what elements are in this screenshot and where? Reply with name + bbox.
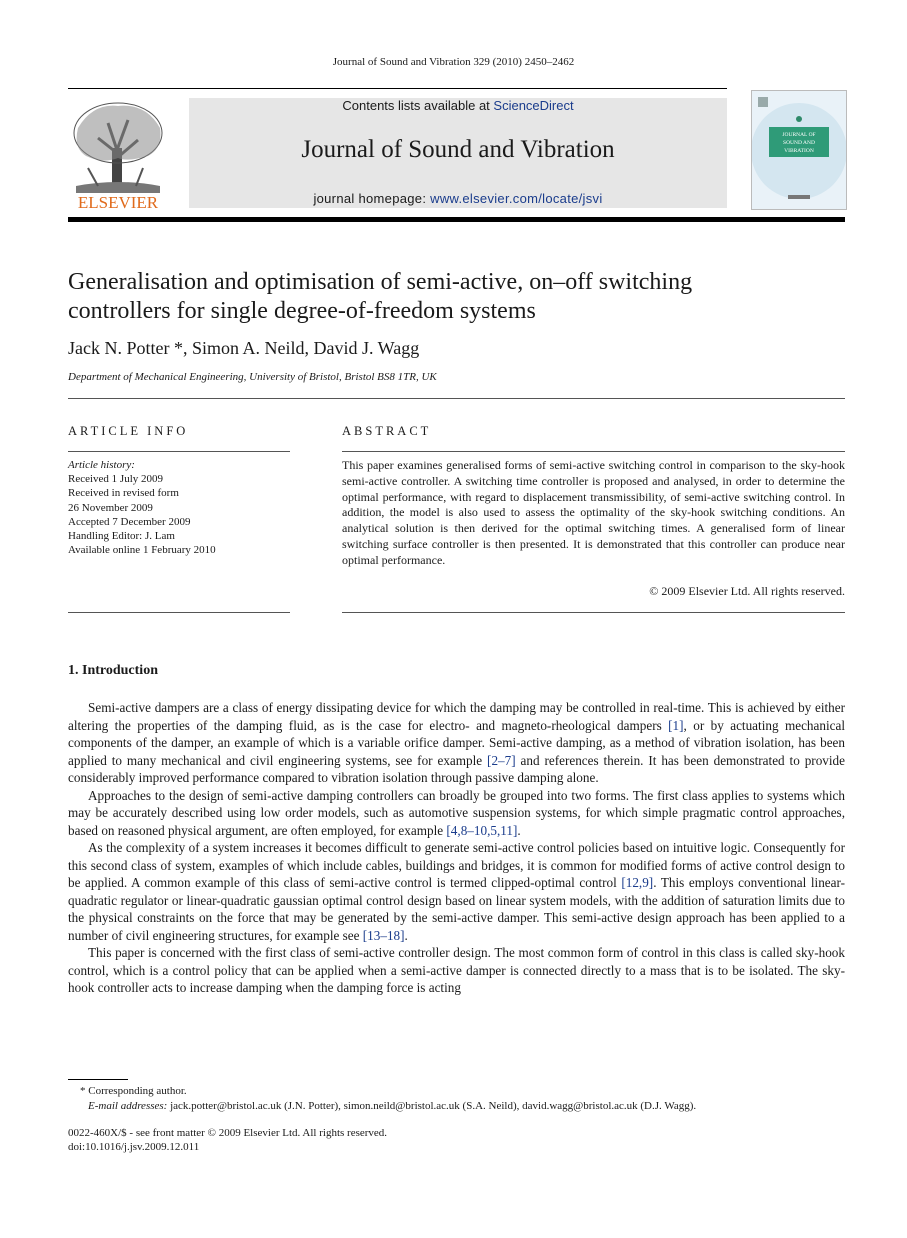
email-label: E-mail addresses: (88, 1100, 168, 1112)
homepage-line (189, 191, 727, 206)
introduction-body (68, 699, 845, 997)
reference-link[interactable]: [1] (668, 717, 684, 733)
text-run: and references therein. It has been demonstrated to provide considerably improved performance compared to vibration isolation through passive damping alone. (68, 752, 845, 785)
text-run: , or by actuating mechanical components of the damper, an example of which is a variable orifice damper. Semi-active damping, as a method of vibration isolation, has been applied to many mechanical and civil engineering systems, see for example (68, 717, 845, 768)
elsevier-tree-icon (68, 98, 168, 210)
divider (68, 451, 290, 452)
article-title-line2: controllers for single degree-of-freedom systems (68, 298, 536, 324)
elsevier-logo (68, 98, 168, 210)
svg-text:ELSEVIER: ELSEVIER (77, 193, 159, 210)
header-rule (68, 88, 727, 89)
article-info-heading: ARTICLE INFO (68, 424, 189, 438)
svg-text:JOURNAL OF: JOURNAL OF (782, 132, 816, 138)
svg-text:VIBRATION: VIBRATION (784, 148, 814, 154)
history-item: Handling Editor: J. Lam (68, 530, 175, 543)
affiliation: Department of Mechanical Engineering, University of Bristol, Bristol BS8 1TR, UK (68, 371, 437, 383)
text-run: . This employs conventional linear-quadratic regulator or linear-quadratic gaussian optimal control design based on linear system models, with the addition of saturation limits due to the physical constraints on the force that may be generated by the semi-active damper. This semi-active design approach has been applied to a number of civil engineering structures, for example see (68, 875, 846, 943)
reference-link[interactable]: [12,9] (621, 875, 654, 890)
section-heading: 1. Introduction (68, 663, 158, 678)
abstract-copyright: © 2009 Elsevier Ltd. All rights reserved. (649, 584, 845, 598)
article-title-line1: Generalisation and optimisation of semi-active, on–off switching (68, 269, 693, 295)
email-note (68, 1099, 696, 1114)
journal-title: Journal of Sound and Vibration (301, 136, 615, 163)
issn-line: 0022-460X/$ - see front matter © 2009 Elsevier Ltd. All rights reserved. (68, 1127, 388, 1139)
history-label: Article history: (68, 459, 135, 471)
abstract-text: This paper examines generalised forms of semi-active switching control in comparison to the sky-hook semi-active controller. A switching time controller is proposed and analysed, in order to determine the optimal performance, with regard to displacement transmissibility, of semi-active switching control. In addition, the model is also used to assess the optimality of the sky-hook switching conditions. An analytical solution is then derived for the optimal switching times. A generalised form of linear switching surface controller is then presented. It is demonstrated that this controller can produce near optimal performance. (342, 458, 845, 567)
divider (342, 451, 845, 452)
homepage-prefix: journal homepage: (313, 191, 431, 206)
paragraph (68, 839, 845, 944)
history-item: 26 November 2009 (68, 501, 153, 514)
history-item: Accepted 7 December 2009 (68, 515, 191, 528)
paragraph (68, 699, 845, 787)
corresponding-author-note: * Corresponding author. (80, 1085, 187, 1097)
paragraph: This paper is concerned with the first class of semi-active controller design. The most common form of control in this class is called sky-hook control, which is a control policy that can be applied when a semi-active damper is connected directly to a mass that is to be isolated. The sky-hook controller acts to increase damping when the damping force is acting (68, 945, 845, 995)
journal-cover-thumbnail (751, 90, 847, 210)
reference-link[interactable]: [4,8–10,5,11] (446, 822, 518, 838)
paragraph (68, 787, 845, 840)
doi-line[interactable]: doi:10.1016/j.jsv.2009.12.011 (68, 1141, 200, 1153)
header-thick-rule (68, 217, 845, 222)
history-item: Received in revised form (68, 487, 179, 500)
front-matter (68, 1126, 387, 1154)
divider (68, 398, 845, 399)
email-addresses: jack.potter@bristol.ac.uk (J.N. Potter), simon.neild@bristol.ac.uk (S.A. Neild), david.wagg@bristol.ac.uk (D.J. Wagg). (167, 1100, 697, 1112)
reference-link[interactable]: [2–7] (487, 752, 516, 768)
article-history (68, 458, 216, 557)
text-run: Semi-active dampers are a class of energy dissipating device for which the damping may be controlled in real-time. This is achieved by either altering the properties of the damping fluid, as is the case for electro- and magneto-rheological dampers (68, 700, 845, 733)
homepage-link[interactable]: www.elsevier.com/locate/jsvi (430, 191, 603, 206)
svg-text:SOUND AND: SOUND AND (783, 140, 815, 146)
text-run: Approaches to the design of semi-active damping controllers can broadly be grouped into two forms. The first class applies to systems which may be accurately described using low order models, such as automotive suspension systems, for which simple pragmatic control approaches, based on reasoned physical argument, are often employed, for example (68, 787, 845, 838)
reference-link[interactable]: [13–18] (362, 927, 405, 943)
sciencedirect-link[interactable]: ScienceDirect (493, 98, 574, 113)
text-run: As the complexity of a system increases it becomes difficult to generate semi-active control policies based on intuitive logic. Consequently for this second class of system, examples of which include cables, buildings and bridges, it is common for modified forms of active control design to be applied. A common example of this class of semi-active control is termed clipped-optimal control (68, 840, 845, 890)
contents-line (189, 98, 727, 113)
article-title (68, 268, 845, 326)
text-run: . (517, 822, 521, 838)
journal-citation: Journal of Sound and Vibration 329 (2010) 2450–2462 (332, 56, 575, 68)
history-item: Available online 1 February 2010 (68, 544, 216, 557)
history-item: Received 1 July 2009 (68, 473, 164, 486)
text-run: . (404, 927, 408, 943)
authors: Jack N. Potter *, Simon A. Neild, David J. Wagg (68, 338, 420, 358)
divider (68, 612, 290, 613)
abstract-heading: ABSTRACT (342, 424, 432, 438)
footnote-rule (68, 1079, 128, 1080)
divider (342, 612, 845, 613)
cover-image-icon (752, 91, 846, 209)
contents-prefix: Contents lists available at (342, 98, 494, 113)
footnotes (68, 1084, 696, 1114)
